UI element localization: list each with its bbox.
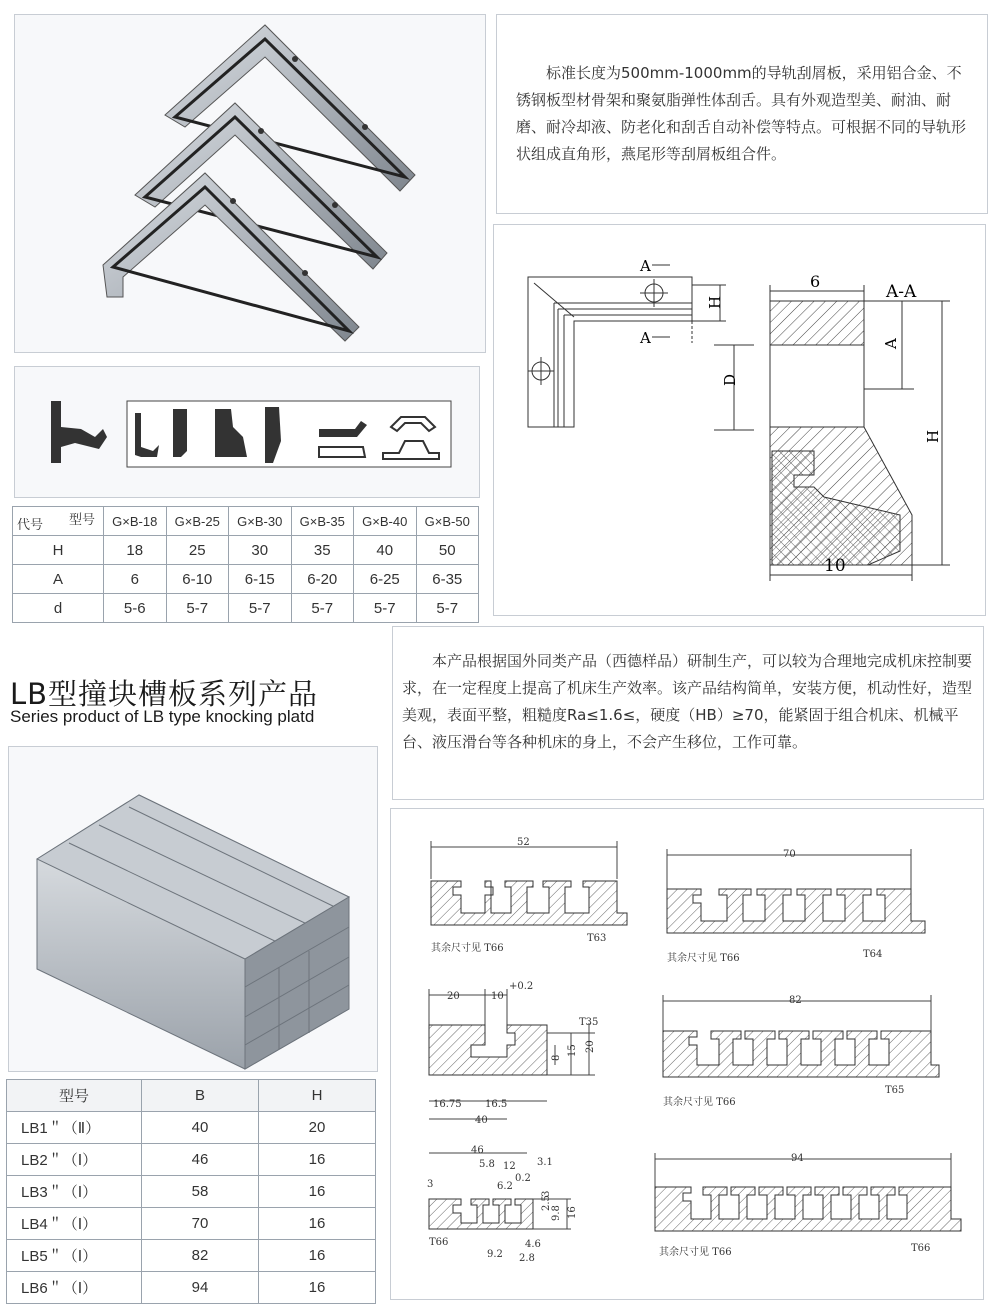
table-cell: 6-10	[166, 565, 229, 594]
drawing-t65	[663, 995, 939, 1108]
lb-slot-plate-photo	[9, 747, 377, 1071]
table-cell: 6-15	[229, 565, 292, 594]
t66-d58: 5.8	[479, 1159, 495, 1170]
section-diagram	[494, 225, 985, 615]
t66-d31: 3.1	[537, 1157, 553, 1168]
t63-note: 其余尺寸见 T66	[431, 943, 504, 954]
t66-d46b: 4.6	[525, 1239, 541, 1250]
table-cell: 5-7	[229, 594, 292, 623]
t35-d165: 16.5	[485, 1099, 508, 1110]
table-cell: 5-7	[354, 594, 417, 623]
row-label: LB4＂（Ⅰ）	[7, 1208, 142, 1240]
t66-d25: 2.5	[541, 1195, 552, 1211]
model-header: G×B-50	[416, 507, 479, 536]
section-title-a-a: A-A	[886, 282, 917, 302]
dim-h-large: H	[924, 429, 942, 443]
table-row	[13, 565, 479, 594]
table-cell: 5-7	[416, 594, 479, 623]
table-cell: 6-35	[416, 565, 479, 594]
table-cell: 5-6	[104, 594, 167, 623]
table-cell: 82	[142, 1240, 259, 1272]
profile-shapes-panel	[14, 366, 480, 498]
scraper-photo-panel	[14, 14, 486, 353]
section-title-en: Series product of LB type knocking platd	[10, 707, 315, 726]
corner-top-label: 型号	[68, 512, 95, 527]
t-slot-drawings	[391, 809, 983, 1299]
table-cell: 20	[259, 1112, 376, 1144]
model-header: G×B-18	[104, 507, 167, 536]
table-cell: 30	[229, 536, 292, 565]
table-cell: 5-7	[291, 594, 354, 623]
row-label: LB5＂（Ⅰ）	[7, 1240, 142, 1272]
table-cell: 46	[142, 1144, 259, 1176]
t64-note: 其余尺寸见 T66	[667, 953, 740, 964]
table-row	[7, 1240, 376, 1272]
t35-d10: 10	[491, 991, 504, 1002]
t66-d28: 2.8	[519, 1253, 535, 1264]
model-header: G×B-40	[354, 507, 417, 536]
model-header: G×B-30	[229, 507, 292, 536]
t66-d3: 3	[427, 1179, 434, 1190]
table-row	[7, 1176, 376, 1208]
t94-note: 其余尺寸见 T66	[659, 1247, 732, 1258]
table-row	[7, 1272, 376, 1304]
table-cell: 16	[259, 1208, 376, 1240]
t35-d8: 8	[551, 1054, 562, 1061]
row-label: LB6＂（Ⅰ）	[7, 1272, 142, 1304]
t35-d20: 20	[447, 991, 460, 1002]
table-row	[13, 594, 479, 623]
table-cell: 6-25	[354, 565, 417, 594]
t66-d02: 0.2	[515, 1173, 531, 1184]
t35-d40: 40	[475, 1115, 488, 1126]
drawing-t63	[431, 837, 627, 954]
row-label: LB3＂（Ⅰ）	[7, 1176, 142, 1208]
l-plan-view	[528, 277, 726, 427]
drawings-panel	[390, 808, 984, 1300]
section-label-a-top: A	[640, 257, 651, 275]
dim-10: 10	[824, 556, 846, 576]
table-cell: 40	[354, 536, 417, 565]
row-label: LB1＂（Ⅱ）	[7, 1112, 142, 1144]
table-cell: 5-7	[166, 594, 229, 623]
column-header: 型号	[7, 1080, 142, 1112]
intro2-text: 本产品根据国外同类产品（西德样品）研制生产，可以较为合理地完成机床控制要求，在一定程度上提高了机床生产效率。该产品结构简单，安装方便，机动性好，造型美观，表面平整，粗糙度Ra≤1.6≤，硬度（HB）≥70，能紧固于组合机床、机械平台、液压滑台等各种机床的身上，不会产生移位，工作可靠。	[402, 652, 973, 751]
t35-d1675: 16.75	[433, 1099, 462, 1110]
table-row	[7, 1144, 376, 1176]
intro-text: 标准长度为500mm-1000mm的导轨刮屑板，采用铝合金、不锈钢板型材骨架和聚氨脂弹性体刮舌。具有外观造型美、耐油、耐磨、耐冷却液、防老化和刮舌自动补偿等特点。可根据不同的导轨形状组成直角形，燕尾形等刮屑板组合件。	[516, 64, 967, 163]
column-header: H	[259, 1080, 376, 1112]
table-cell: 18	[104, 536, 167, 565]
t66-d16: 16	[567, 1206, 578, 1219]
scraper-spec-table	[12, 506, 479, 623]
row-label: H	[13, 536, 104, 565]
table-cell: 6-20	[291, 565, 354, 594]
drawing-t66	[427, 1145, 578, 1264]
t94-code: T66	[911, 1243, 931, 1254]
profile-shapes	[15, 367, 479, 497]
t35-d20v: 20	[585, 1040, 596, 1053]
corner-bottom-label: 代号	[17, 517, 44, 532]
table-corner-cell	[13, 507, 104, 536]
t66-d62: 6.2	[497, 1181, 513, 1192]
section-diagram-panel	[493, 224, 986, 616]
t65-note: 其余尺寸见 T66	[663, 1097, 736, 1108]
table-cell: 16	[259, 1176, 376, 1208]
row-label: d	[13, 594, 104, 623]
t35-code: T35	[579, 1017, 599, 1028]
dim-d: D	[721, 373, 739, 386]
dim-6: 6	[810, 272, 821, 291]
t66-d98: 9.8	[551, 1205, 562, 1221]
drawing-t35	[429, 981, 598, 1126]
t64-code: T64	[863, 949, 883, 960]
table-cell: 6	[104, 565, 167, 594]
t63-dim: 52	[517, 837, 530, 848]
table-row	[13, 536, 479, 565]
table-cell: 70	[142, 1208, 259, 1240]
dim-a: A	[882, 338, 900, 349]
row-label: LB2＂（Ⅰ）	[7, 1144, 142, 1176]
drawing-t94	[655, 1153, 961, 1258]
t66-d3v: 3	[541, 1190, 552, 1197]
t35-d02: +0.2	[509, 981, 534, 992]
lb-spec-table	[6, 1079, 376, 1304]
section-label-a-bottom: A	[640, 329, 651, 347]
l-scraper-photo	[15, 15, 485, 352]
row-label: A	[13, 565, 104, 594]
dim-h-small: H	[706, 295, 724, 309]
table-cell: 35	[291, 536, 354, 565]
table-row	[7, 1112, 376, 1144]
table-header-row	[7, 1080, 376, 1112]
section-title-cn: LB型撞块槽板系列产品	[10, 677, 319, 711]
table-row	[7, 1208, 376, 1240]
drawing-t64	[667, 849, 925, 964]
lb-photo-panel	[8, 746, 378, 1072]
t65-dim: 82	[789, 995, 802, 1006]
t66-d92: 9.2	[487, 1249, 503, 1260]
profile-shape-large	[51, 401, 107, 463]
t63-code: T63	[587, 933, 607, 944]
model-header: G×B-35	[291, 507, 354, 536]
t35-d15: 15	[567, 1044, 578, 1057]
t94-dim: 94	[791, 1153, 804, 1164]
table-cell: 16	[259, 1272, 376, 1304]
table-cell: 40	[142, 1112, 259, 1144]
table-cell: 16	[259, 1240, 376, 1272]
table-cell: 58	[142, 1176, 259, 1208]
t66-code: T66	[429, 1237, 449, 1248]
t66-d12: 12	[503, 1161, 516, 1172]
table-cell: 50	[416, 536, 479, 565]
column-header: B	[142, 1080, 259, 1112]
t65-code: T65	[885, 1085, 905, 1096]
table-cell: 94	[142, 1272, 259, 1304]
table-header-row	[13, 507, 479, 536]
table-cell: 16	[259, 1144, 376, 1176]
t66-d46: 46	[471, 1145, 484, 1156]
model-header: G×B-25	[166, 507, 229, 536]
t64-dim: 70	[783, 849, 796, 860]
table-cell: 25	[166, 536, 229, 565]
